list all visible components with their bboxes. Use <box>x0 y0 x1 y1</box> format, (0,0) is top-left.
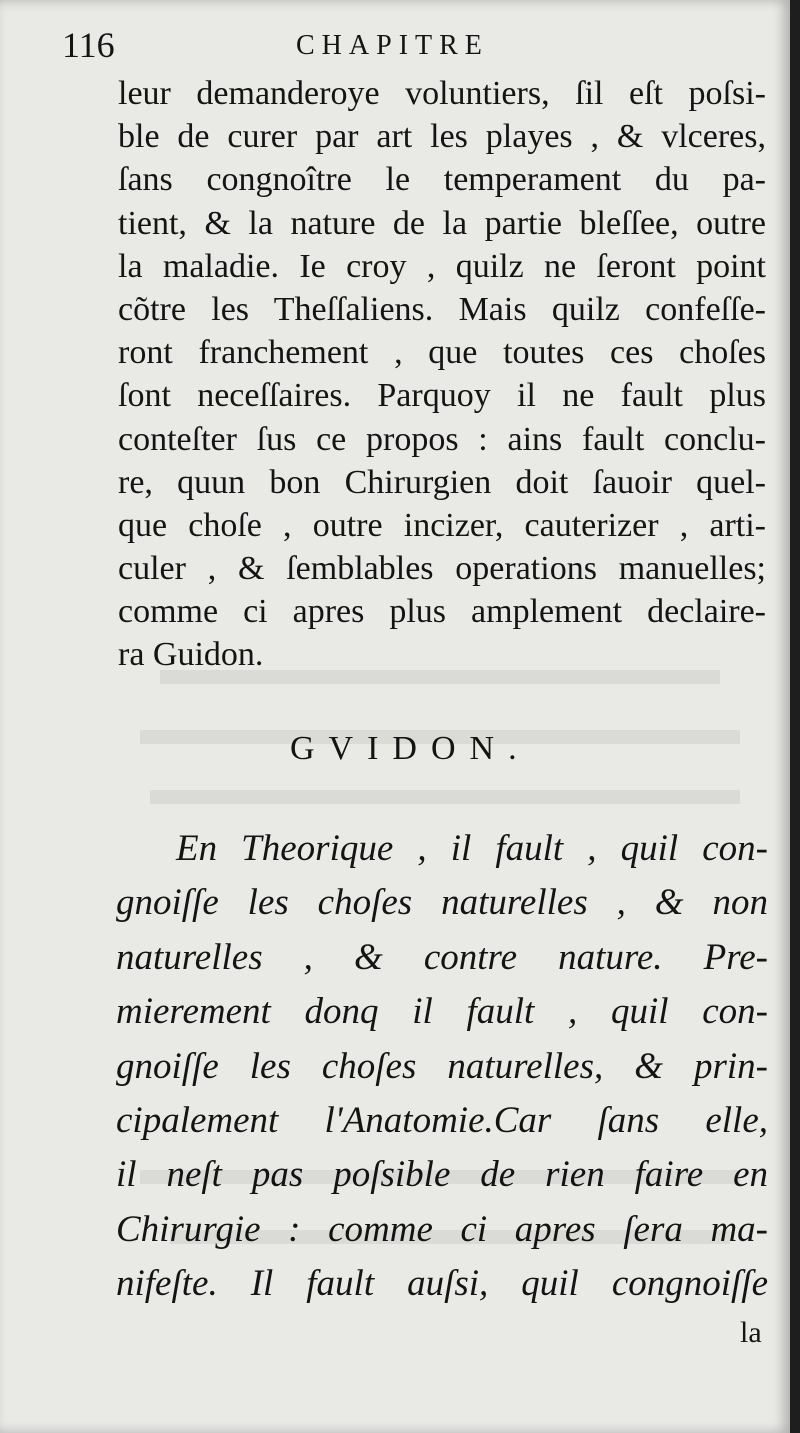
text-line: ra Guidon. <box>118 636 264 674</box>
body-paragraph <box>118 72 766 677</box>
text-line: culer , & ſemblables operations manuelles; <box>118 550 766 588</box>
text-line: que choſe , outre incizer, cauterizer , arti- <box>118 506 766 544</box>
guidon-paragraph <box>116 822 768 1312</box>
italic-text-line: gnoiſſe les choſes naturelles, & prin- <box>116 1045 768 1087</box>
text-line: cõtre les Theſſaliens. Mais quilz confeſſe- <box>118 290 766 328</box>
italic-text-line: gnoiſſe les choſes naturelles , & non <box>116 882 768 924</box>
text-line: tient, & la nature de la partie bleſſee, outre <box>118 204 766 242</box>
section-heading: GVIDON. <box>290 730 531 767</box>
italic-text-line: En Theorique , il fault , quil con- <box>176 828 768 869</box>
text-line: la maladie. Ie croy , quilz ne ſeront point <box>118 247 766 285</box>
catchword: la <box>740 1316 762 1349</box>
running-head: CHAPITRE <box>296 30 489 61</box>
italic-text-line: cipalement l'Anatomie.Car ſans elle, <box>116 1099 768 1141</box>
italic-text-line: naturelles , & contre nature. Pre- <box>116 936 768 978</box>
italic-text-line: il neſt pas poſsible de rien faire en <box>116 1154 768 1196</box>
text-line: re, quun bon Chirurgien doit ſauoir quel- <box>118 463 766 501</box>
text-line: leur demanderoye voluntiers, ſil eſt poſsi- <box>118 75 766 112</box>
text-line: ble de curer par art les playes , & vlceres, <box>118 118 766 156</box>
italic-text-line: nifeſte. Il fault auſsi, quil congnoiſſe <box>116 1263 768 1305</box>
text-line: ront franchement , que toutes ces choſes <box>118 334 766 372</box>
text-line: conteſter ſus ce propos : ains fault conclu- <box>118 420 766 458</box>
text-line: ſans congnoître le temperament du pa- <box>118 161 766 199</box>
page-header <box>62 18 762 68</box>
italic-text-line: mierement donq il fault , quil con- <box>116 991 768 1033</box>
italic-text-line: Chirurgie : comme ci apres ſera ma- <box>116 1208 768 1250</box>
text-line: ſont neceſſaires. Parquoy il ne fault plus <box>118 377 766 415</box>
page-number: 116 <box>62 25 115 65</box>
page-edge-shadow <box>790 0 800 1433</box>
text-line: comme ci apres plus amplement declaire- <box>118 593 766 631</box>
